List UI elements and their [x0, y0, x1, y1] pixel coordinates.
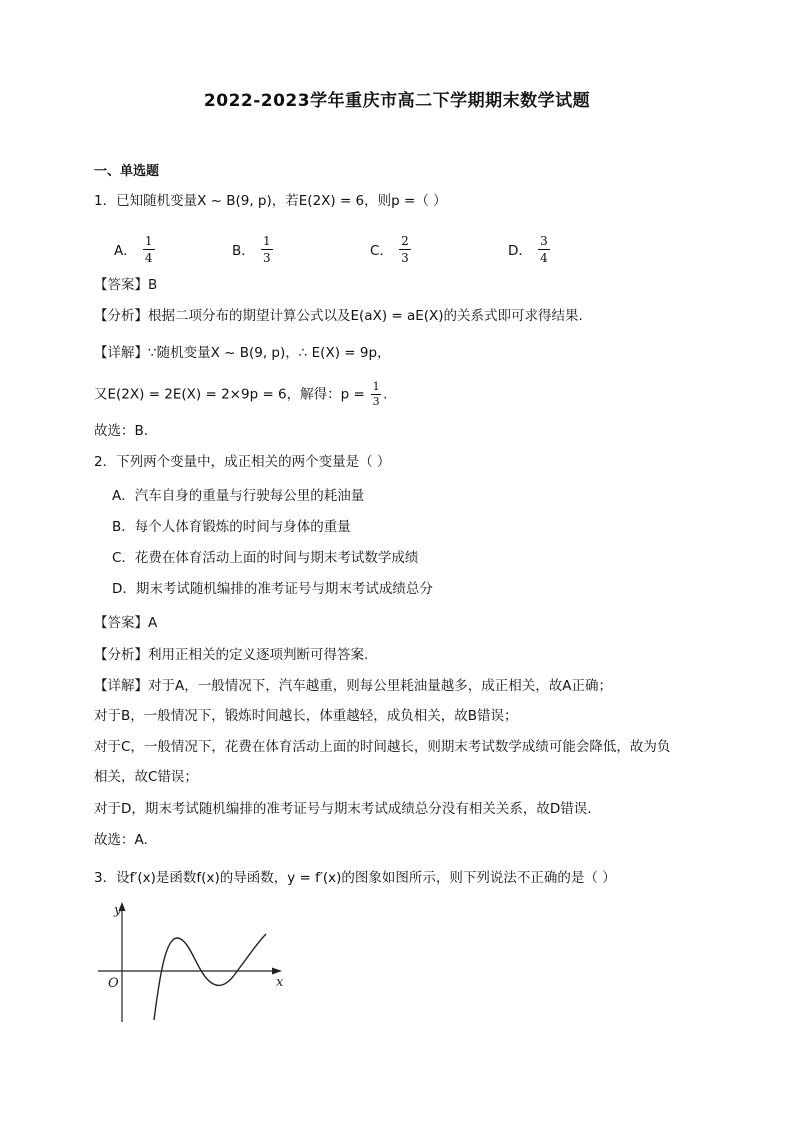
q1-detail-fraction: $\frac{1}{3}$ [372, 380, 380, 408]
q1-answer: 【答案】B [94, 277, 158, 293]
q2-option-c: C．花费在体育活动上面的时间与期末考试数学成绩 [112, 550, 419, 566]
q3-derivative-graph [90, 898, 300, 1028]
q2-detail-line-2: 对于B，一般情况下，锻炼时间越长，体重越轻，成负相关，故B错误； [94, 708, 518, 724]
q1-option-a: A． $\frac{1}{4}$ [114, 229, 155, 269]
q1-stem: 1．已知随机变量X ~ B(9, p)，若E(2X) = 6，则p =（ ） [94, 193, 447, 209]
q2-detail-line-5: 对于D，期末考试随机编排的准考证号与期末考试成绩总分没有相关关系，故D错误. [94, 801, 592, 817]
q1-option-a-fraction: $\frac{1}{4}$ [143, 234, 155, 265]
q2-option-a: A．汽车自身的重量与行驶每公里的耗油量 [112, 488, 365, 504]
q2-detail-line-3: 对于C，一般情况下，花费在体育活动上面的时间越长，则期末考试数学成绩可能会降低，故为负 [94, 739, 671, 755]
q1-option-b-fraction: $\frac{1}{3}$ [261, 234, 273, 265]
q3-stem: 3．设f′(x)是函数f(x)的导函数，y = f′(x)的图象如图所示，则下列说法不正确的是（ ） [94, 870, 616, 886]
q1-detail-line-1: 【详解】∵随机变量X ~ B(9, p)，∴ E(X) = 9p， [94, 345, 391, 361]
q2-answer: 【答案】A [94, 615, 158, 631]
q1-analysis: 【分析】根据二项分布的期望计算公式以及E(aX) = aE(X)的关系式即可求得结果. [94, 308, 583, 324]
q2-detail-line-4: 相关，故C错误； [94, 769, 198, 785]
q1-options [114, 229, 654, 269]
section-heading: 一、单选题 [94, 164, 160, 179]
q1-option-c: C． $\frac{2}{3}$ [370, 229, 411, 269]
q1-detail-line-2: 又E(2X) = 2E(X) = 2×9p = 6，解得：p = $\frac{1}{3}$ . [94, 380, 388, 408]
origin-label: O [108, 976, 119, 991]
q2-option-d: D．期末考试随机编排的准考证号与期末考试成绩总分 [112, 581, 433, 597]
page-title: 2022-2023学年重庆市高二下学期期末数学试题 [203, 91, 591, 111]
q1-option-b: B． $\frac{1}{3}$ [232, 229, 273, 269]
q2-detail-line-1: 【详解】对于A，一般情况下，汽车越重，则每公里耗油量越多，成正相关，故A正确； [94, 678, 612, 694]
q1-option-c-fraction: $\frac{2}{3}$ [399, 234, 411, 265]
x-axis-label: x [276, 975, 284, 990]
q2-stem: 2．下列两个变量中，成正相关的两个变量是（ ） [94, 454, 391, 470]
q2-option-b: B．每个人体育锻炼的时间与身体的重量 [112, 519, 351, 535]
q1-conclusion: 故选：B. [94, 423, 149, 439]
q1-option-d-fraction: $\frac{3}{4}$ [538, 234, 550, 265]
q2-conclusion: 故选：A. [94, 832, 148, 848]
derivative-curve [154, 934, 266, 1020]
q1-option-d: D． $\frac{3}{4}$ [508, 229, 550, 269]
x-axis-arrow-icon [272, 968, 282, 975]
y-axis-label: y [114, 903, 122, 918]
q2-analysis: 【分析】利用正相关的定义逐项判断可得答案. [94, 647, 369, 663]
